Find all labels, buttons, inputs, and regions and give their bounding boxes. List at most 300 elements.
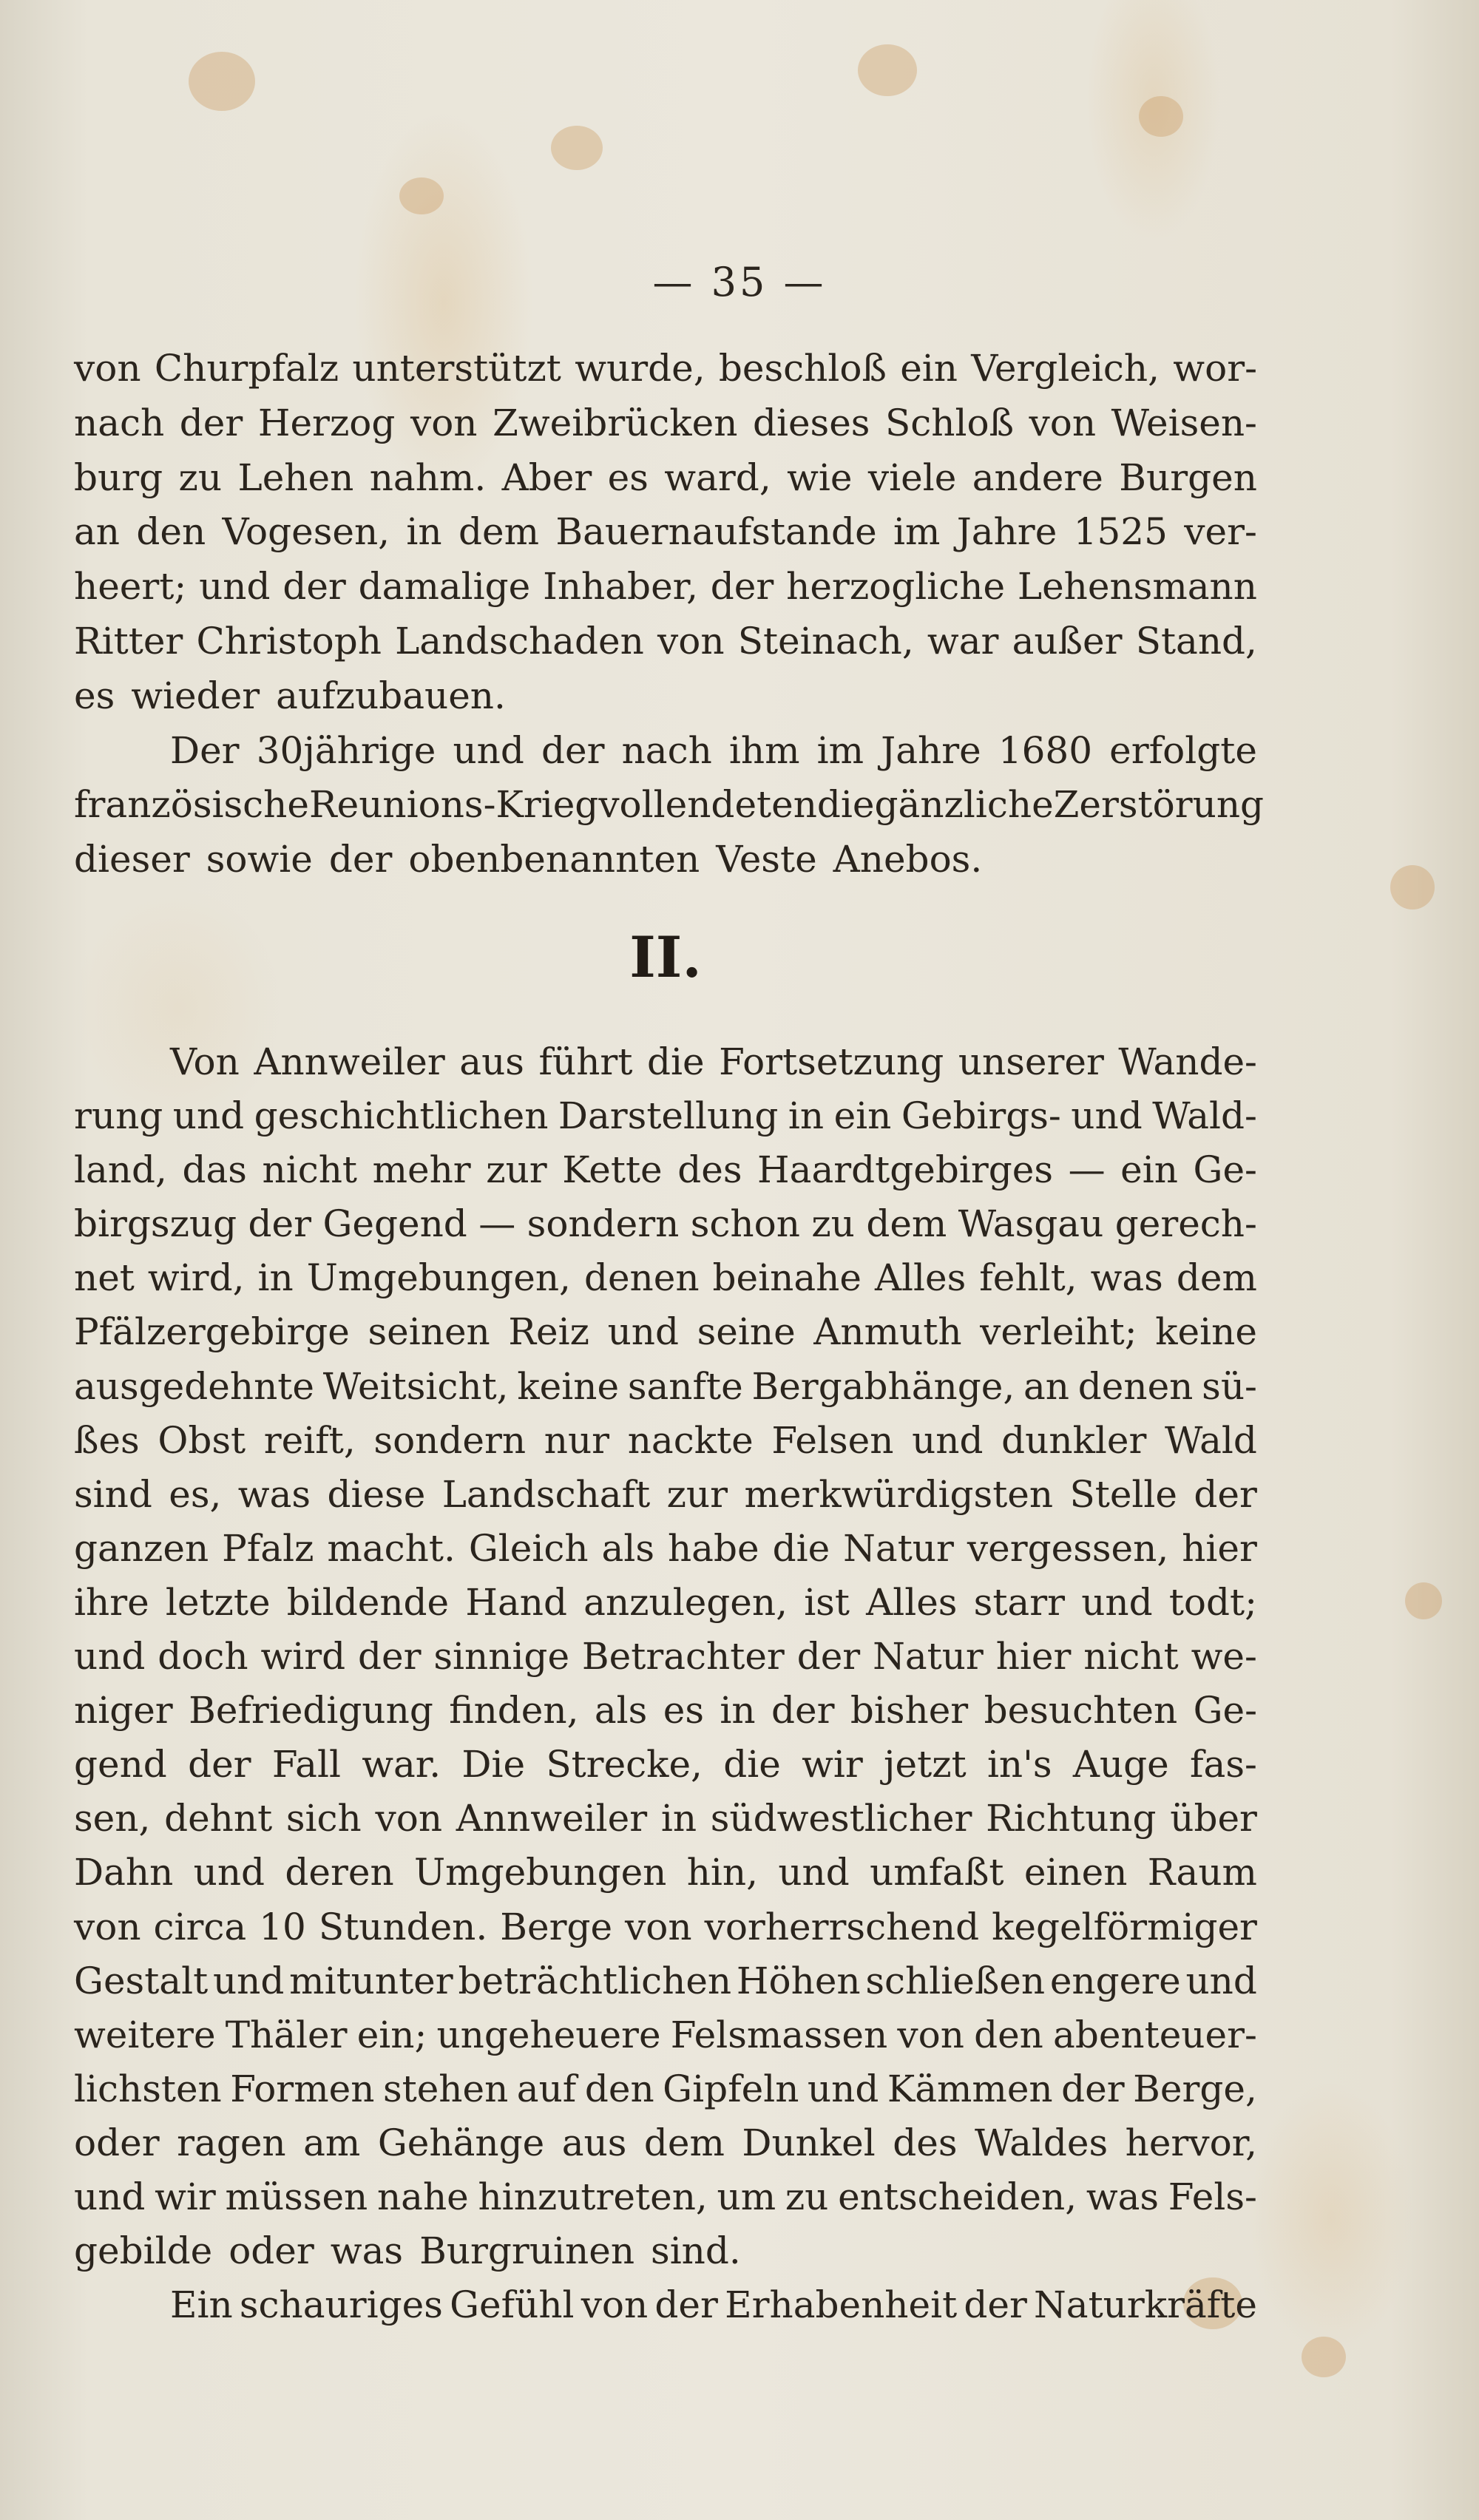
word: Fall [271, 1743, 341, 1786]
text-line [74, 1900, 1257, 1954]
word: letzte [165, 1580, 271, 1624]
word: Landschaft [441, 1472, 651, 1516]
word: starr [973, 1580, 1066, 1624]
word: der [710, 565, 774, 609]
word: hinzutreten, [478, 2175, 708, 2218]
word: der [964, 2283, 1027, 2327]
word: Raum [1147, 1851, 1257, 1894]
word: die [646, 1040, 705, 1083]
word: in [720, 1689, 756, 1732]
word: habe [667, 1526, 759, 1570]
text-line [74, 1954, 1257, 2008]
word: macht. [327, 1526, 456, 1570]
word: des [677, 1148, 742, 1192]
word: und [74, 2175, 146, 2218]
word: stehen [382, 2067, 509, 2110]
word: Höhen [736, 1959, 861, 2002]
word: in [406, 510, 442, 554]
word: schauriges [239, 2283, 443, 2327]
foxing-stain [1139, 96, 1183, 137]
word: jetzt [884, 1743, 967, 1786]
word: der [654, 2283, 718, 2327]
word: Naturkräfte [1034, 2283, 1257, 2327]
paragraph-2 [74, 1035, 1257, 2332]
word: Ein [170, 2283, 233, 2327]
word: ein; [356, 2013, 427, 2056]
text-line [74, 1143, 1257, 1197]
word: von [1029, 401, 1097, 444]
word: besuchten [984, 1689, 1178, 1732]
text-line [74, 1576, 1257, 1630]
word: Gleich [468, 1526, 589, 1570]
word: seinen [368, 1310, 490, 1354]
word: sind. [651, 2229, 741, 2273]
word: Von [170, 1040, 240, 1083]
word: dem [866, 1202, 947, 1246]
word: entscheiden, [838, 2175, 1077, 2218]
word: von [74, 347, 141, 390]
word: Alles [866, 1580, 958, 1624]
word: weitere [74, 2013, 216, 2056]
word: sondern [527, 1202, 680, 1246]
text-line [74, 614, 1257, 669]
word: ein [833, 1094, 892, 1138]
word: lichsten [74, 2067, 222, 2110]
word: nicht [1083, 1635, 1179, 1679]
word: Gestalt [74, 1959, 209, 2002]
word: net [74, 1256, 135, 1300]
word: den [136, 510, 206, 554]
word: Wald- [1152, 1094, 1257, 1138]
word: Anebos. [833, 838, 983, 881]
word: Jahre [881, 728, 981, 772]
word: sinnige [433, 1635, 570, 1679]
word: von [375, 1797, 443, 1840]
word: mitunter [289, 1959, 453, 2002]
word: und [807, 2067, 879, 2110]
word: sü- [1202, 1364, 1257, 1408]
word: hin, [686, 1851, 758, 1894]
word: andere [972, 455, 1103, 499]
word: Stand, [1135, 619, 1257, 663]
word: Zweibrücken [493, 401, 738, 444]
word: Inhaber, [543, 565, 698, 609]
word: Burgruinen [419, 2229, 635, 2273]
word: unserer [958, 1040, 1104, 1083]
text-line [74, 1305, 1257, 1359]
word: Lehensmann [1017, 565, 1257, 609]
word: die [772, 1526, 830, 1570]
word: Hand [465, 1580, 567, 1624]
word: 1525 [1073, 510, 1168, 554]
word: in [660, 1797, 697, 1840]
text-line [74, 1251, 1257, 1305]
word: und [453, 728, 524, 772]
word: Haardtgebirges [757, 1148, 1054, 1192]
foxing-stain [551, 126, 603, 170]
word: — [1068, 1148, 1106, 1192]
word: zu [811, 1202, 855, 1246]
foxing-stain [1405, 1582, 1442, 1619]
word: was [1090, 1256, 1163, 1300]
text-line [74, 778, 1265, 833]
word: nackte [627, 1418, 754, 1462]
word: Burgen [1119, 455, 1257, 499]
word: und [607, 1310, 679, 1354]
word: über [1170, 1797, 1257, 1840]
text-line [74, 1684, 1257, 1738]
word: in's [986, 1743, 1052, 1786]
word: sowie [206, 838, 313, 881]
word: kegelförmiger [992, 1905, 1257, 1948]
word: reift, [263, 1418, 356, 1462]
word: Felsen [771, 1418, 894, 1462]
word: Natur [873, 1635, 984, 1679]
foxing-stain [189, 52, 255, 111]
word: zur [486, 1148, 547, 1192]
word: des [893, 2121, 958, 2164]
word: Reunions-Krieg [308, 783, 599, 827]
word: ist [804, 1580, 850, 1624]
text-line [74, 396, 1257, 451]
word: Fels- [1168, 2175, 1257, 2218]
word: es, [169, 1472, 222, 1516]
word: Churpfalz [154, 347, 339, 390]
word: dieser [74, 838, 190, 881]
word: in [788, 1094, 825, 1138]
word: hervor, [1125, 2121, 1257, 2164]
word: deren [285, 1851, 394, 1894]
word: wie [787, 455, 853, 499]
word: denen [583, 1256, 700, 1300]
word: Stunden. [318, 1905, 488, 1948]
word: Reiz [508, 1310, 589, 1354]
text-line [74, 2062, 1257, 2116]
word: der [179, 401, 243, 444]
word: Gefühl [450, 2283, 575, 2327]
word: was [237, 1472, 311, 1516]
word: nach [74, 401, 165, 444]
word: dieses [752, 401, 870, 444]
word: obenbenannten [408, 838, 700, 881]
word: Umgebungen, [306, 1256, 571, 1300]
text-line [74, 1414, 1257, 1468]
word: und [778, 1851, 850, 1894]
word: Anmuth [813, 1310, 962, 1354]
word: der [796, 1635, 861, 1679]
word: Waldes [975, 2121, 1109, 2164]
paragraph-1 [74, 342, 1265, 887]
word: wir [155, 2175, 216, 2218]
word: Steinach, [737, 619, 914, 663]
word: niger [74, 1689, 173, 1732]
word: — [478, 1202, 516, 1246]
word: Kette [562, 1148, 663, 1192]
word: ward, [664, 455, 771, 499]
word: Herzog [257, 401, 396, 444]
word: es [607, 455, 649, 499]
word: südwestlicher [710, 1797, 972, 1840]
word: Obst [158, 1418, 246, 1462]
word: Jahre [956, 510, 1057, 554]
word: beschloß [718, 347, 887, 390]
section-heading: II. [629, 924, 702, 990]
word: der [358, 1635, 422, 1679]
word: den [584, 2067, 654, 2110]
word: am [303, 2121, 361, 2164]
word: vollendeten [598, 783, 817, 827]
word: Pfälzergebirge [74, 1310, 350, 1354]
word: Fortsetzung [719, 1040, 944, 1083]
word: Annweiler [456, 1797, 648, 1840]
word: führt [538, 1040, 633, 1083]
word: der [771, 1689, 835, 1732]
word: und [1071, 1094, 1143, 1138]
word: sen, [74, 1797, 151, 1840]
word: nahm. [369, 455, 487, 499]
word: Gebirgs- [901, 1094, 1061, 1138]
word: es [74, 674, 115, 717]
word: Bergabhänge, [751, 1364, 1015, 1408]
word: sondern [373, 1418, 527, 1462]
word: Felsmassen [670, 2013, 888, 2056]
word: Wande- [1118, 1040, 1257, 1083]
word: im [816, 728, 864, 772]
word: Richtung [986, 1797, 1157, 1840]
word: geschichtlichen [254, 1094, 549, 1138]
word: und [912, 1418, 984, 1462]
word: oder [229, 2229, 314, 2273]
word: Lehen [237, 455, 354, 499]
foxing-stain [858, 44, 917, 96]
page-number: — 35 — [652, 259, 827, 305]
word: seine [697, 1310, 796, 1354]
word: herzogliche [786, 565, 1006, 609]
word: todt; [1168, 1580, 1257, 1624]
text-line [74, 1522, 1257, 1576]
word: Weitsicht, [322, 1364, 509, 1408]
word: Vergleich, [971, 347, 1160, 390]
text-line [74, 833, 1257, 887]
word: der [328, 838, 393, 881]
word: umfaßt [870, 1851, 1004, 1894]
word: von [74, 1905, 141, 1948]
word: ganzen [74, 1526, 209, 1570]
word: ein [1120, 1148, 1178, 1192]
word: keine [517, 1364, 620, 1408]
word: Dahn [74, 1851, 174, 1894]
word: dem [643, 2121, 725, 2164]
word: gebilde [74, 2229, 213, 2273]
word: we- [1191, 1635, 1257, 1679]
text-line [74, 1846, 1257, 1900]
word: und [199, 565, 271, 609]
word: französische [74, 783, 309, 827]
word: und [193, 1851, 265, 1894]
word: zur [666, 1472, 728, 1516]
word: war. [362, 1743, 441, 1786]
word: Zerstörung [1053, 783, 1265, 827]
word: in [257, 1256, 294, 1300]
word: war [927, 619, 999, 663]
word: Die [461, 1743, 526, 1786]
word: Strecke, [546, 1743, 703, 1786]
word: und [1185, 1959, 1257, 2002]
word: hier [1182, 1526, 1257, 1570]
word: als [601, 1526, 654, 1570]
word: als [594, 1689, 648, 1732]
text-line [74, 2224, 1257, 2278]
word: ver- [1184, 510, 1257, 554]
word: Auge [1072, 1743, 1169, 1786]
word: Stelle [1069, 1472, 1177, 1516]
word: wird, [147, 1256, 245, 1300]
word: der [282, 565, 346, 609]
word: beinahe [712, 1256, 862, 1300]
word: um [717, 2175, 776, 2218]
word: Berge [500, 1905, 613, 1948]
word: von [657, 619, 725, 663]
word: rung [74, 1094, 163, 1138]
word: außer [1012, 619, 1123, 663]
word: Erhabenheit [725, 2283, 958, 2327]
word: vorherrschend [704, 1905, 980, 1948]
word: und [172, 1094, 245, 1138]
word: aus [459, 1040, 524, 1083]
word: anzulegen, [583, 1580, 788, 1624]
word: dunkler [1001, 1418, 1147, 1462]
word: der [188, 1743, 251, 1786]
word: ausgedehnte [74, 1364, 314, 1408]
word: Thäler [225, 2013, 348, 2056]
word: Ritter [74, 619, 183, 663]
word: bisher [850, 1689, 969, 1732]
word: und [1081, 1580, 1153, 1624]
word: oder [74, 2121, 160, 2164]
word: diese [327, 1472, 426, 1516]
word: der [248, 1202, 312, 1246]
word: die [816, 783, 875, 827]
word: ungeheuere [436, 2013, 661, 2056]
word: wir [802, 1743, 863, 1786]
word: Bauernaufstande [555, 510, 877, 554]
word: Christoph [196, 619, 382, 663]
word: und [212, 1959, 285, 2002]
word: aus [561, 2121, 627, 2164]
text-line [74, 669, 1257, 724]
text-line [74, 1197, 1257, 1251]
word: 10 [259, 1905, 306, 1948]
word: den [974, 2013, 1043, 2056]
text-line [74, 724, 1257, 779]
foxing-stain [1302, 2337, 1346, 2377]
word: Schloß [885, 401, 1014, 444]
word: von [410, 401, 478, 444]
word: der [1194, 1472, 1257, 1516]
word: Ge- [1193, 1148, 1257, 1192]
word: zu [178, 455, 223, 499]
word: fehlt, [979, 1256, 1077, 1300]
word: ihre [74, 1580, 149, 1624]
word: nur [544, 1418, 610, 1462]
word: wieder [131, 674, 260, 717]
word: sind [74, 1472, 152, 1516]
word: Umgebungen [414, 1851, 667, 1894]
word: sich [285, 1797, 362, 1840]
word: Pfalz [222, 1526, 314, 1570]
word: Gipfeln [663, 2067, 799, 2110]
word: Natur [843, 1526, 954, 1570]
word: land, [74, 1148, 167, 1192]
text-line [74, 1738, 1257, 1792]
word: Betrachter [581, 1635, 785, 1679]
word: wird [260, 1635, 346, 1679]
text-line [74, 1792, 1257, 1846]
text-line [74, 1468, 1257, 1522]
word: was [1086, 2175, 1160, 2218]
word: heert; [74, 565, 187, 609]
word: Wald [1165, 1418, 1257, 1462]
word: Veste [716, 838, 817, 881]
word: Vogesen, [222, 510, 390, 554]
word: viele [867, 455, 957, 499]
text-line [74, 505, 1257, 560]
word: finden, [449, 1689, 579, 1732]
word: Der [170, 728, 240, 772]
word: zu [785, 2175, 829, 2218]
text-line [74, 2278, 1257, 2332]
word: Weisen- [1111, 401, 1257, 444]
word: Formen [230, 2067, 375, 2110]
word: Aber [501, 455, 592, 499]
text-line [74, 560, 1257, 614]
text-line [74, 1630, 1257, 1684]
word: nach [621, 728, 712, 772]
word: und [74, 1635, 146, 1679]
word: 1680 [998, 728, 1093, 772]
word: auf [516, 2067, 577, 2110]
word: was [330, 2229, 404, 2273]
word: dem [458, 510, 539, 554]
word: 30jährige [256, 728, 436, 772]
word: an [74, 510, 121, 554]
word: abenteuer- [1053, 2013, 1257, 2056]
word: doch [158, 1635, 248, 1679]
word: von [897, 2013, 964, 2056]
word: Wasgau [958, 1202, 1104, 1246]
word: der [541, 728, 605, 772]
word: keine [1155, 1310, 1257, 1354]
word: einen [1023, 1851, 1128, 1894]
word: von [581, 2283, 649, 2327]
word: merkwürdigsten [744, 1472, 1054, 1516]
word: wurde, [575, 347, 705, 390]
word: fas- [1190, 1743, 1257, 1786]
word: von [625, 1905, 692, 1948]
text-line [74, 2008, 1257, 2062]
word: Dunkel [742, 2121, 876, 2164]
word: ein [900, 347, 958, 390]
text-line [74, 1035, 1257, 1089]
word: Landschaden [395, 619, 644, 663]
word: mehr [372, 1148, 471, 1192]
word: Kämmen [887, 2067, 1053, 2110]
word: gend [74, 1743, 167, 1786]
word: birgszug [74, 1202, 237, 1246]
word: im [893, 510, 941, 554]
word: schließen [865, 1959, 1046, 2002]
word: müssen [225, 2175, 368, 2218]
